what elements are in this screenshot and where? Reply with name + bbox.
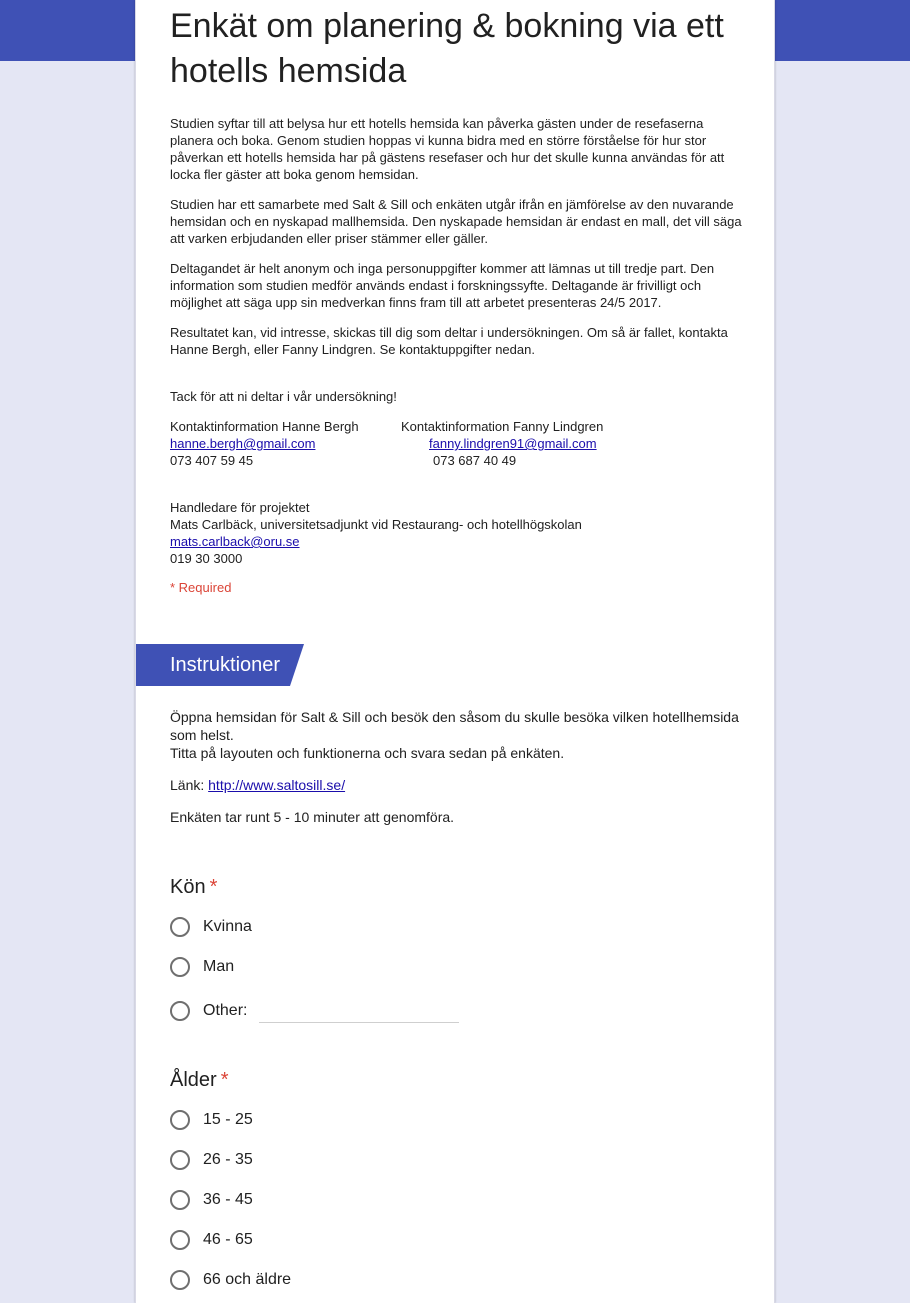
description-paragraph: Deltagandet är helt anonym och inga personuppgifter kommer att lämnas ut till tredje part. Den information som studien medför används endast i forskningssyfte. Deltagande är frivilligt och möjlighet att säga upp sin medverkan finns fram till att arbetet presenteras 24/5 2017.: [170, 261, 715, 310]
radio-option-other[interactable]: [170, 999, 459, 1023]
question-title: [170, 1068, 745, 1092]
question-title-text: Ålder: [170, 1069, 217, 1091]
section-title: Instruktioner: [170, 654, 281, 676]
required-note: * Required: [170, 580, 232, 595]
contact-heading: Kontaktinformation Hanne Bergh: [170, 419, 359, 434]
option-label: Other:: [203, 1002, 248, 1019]
radio-option-36-45[interactable]: [170, 1188, 253, 1212]
contact-info: [170, 418, 745, 469]
radio-button[interactable]: [170, 1150, 190, 1170]
radio-button[interactable]: [170, 1270, 190, 1290]
contact-heading: Kontaktinformation Fanny Lindgren: [401, 419, 604, 434]
supervisor-info: [170, 499, 745, 567]
section-description: [170, 708, 745, 840]
other-text-input[interactable]: [259, 1000, 459, 1023]
question-gender: [170, 875, 745, 1019]
question-title: [170, 875, 745, 899]
contact-hanne: [170, 418, 359, 469]
radio-option-kvinna[interactable]: [170, 915, 252, 939]
radio-option-46-65[interactable]: [170, 1228, 253, 1252]
instruction-line: Öppna hemsidan för Salt & Sill och besök den såsom du skulle besöka vilken hotellhemsida som helst.: [170, 709, 739, 743]
description-paragraph: Resultatet kan, vid intresse, skickas till dig som deltar i undersökningen. Om så är fallet, kontakta Hanne Bergh, eller Fanny Lindgren. Se kontaktuppgifter nedan.: [170, 325, 728, 357]
option-label: Man: [203, 958, 235, 975]
option-label: 26 - 35: [203, 1151, 253, 1168]
instruction-line: Titta på layouten och funktionerna och svara sedan på enkäten.: [170, 745, 565, 761]
website-link[interactable]: http://www.saltosill.se/: [208, 777, 346, 793]
radio-option-26-35[interactable]: [170, 1148, 253, 1172]
thanks-text: Tack för att ni deltar i vår undersökning!: [170, 389, 397, 404]
radio-button[interactable]: [170, 1230, 190, 1250]
form-description: [170, 115, 745, 596]
section-header: [136, 644, 304, 686]
option-label: 46 - 65: [203, 1231, 253, 1248]
supervisor-heading: Handledare för projektet: [170, 500, 310, 515]
duration-text: Enkäten tar runt 5 - 10 minuter att genomföra.: [170, 809, 455, 825]
email-link-supervisor[interactable]: mats.carlback@oru.se: [170, 534, 300, 549]
form-card: [135, 0, 775, 1303]
option-label: 15 - 25: [203, 1111, 253, 1128]
option-label: Kvinna: [203, 918, 252, 935]
radio-button[interactable]: [170, 1001, 190, 1021]
option-label: 36 - 45: [203, 1191, 253, 1208]
phone-number: 073 407 59 45: [170, 453, 254, 468]
phone-number: 073 687 40 49: [433, 453, 517, 468]
link-label: Länk:: [170, 777, 205, 793]
link-line: [170, 776, 745, 794]
question-age: [170, 1068, 745, 1288]
required-asterisk: *: [209, 876, 218, 898]
contact-fanny: [401, 418, 603, 469]
phone-number: 019 30 3000: [170, 551, 243, 566]
form-title: Enkät om planering & bokning via ett hotells hemsida: [170, 7, 724, 90]
option-label: 66 och äldre: [203, 1271, 292, 1288]
email-link-fanny[interactable]: fanny.lindgren91@gmail.com: [429, 436, 597, 451]
radio-option-15-25[interactable]: [170, 1108, 253, 1132]
radio-option-man[interactable]: [170, 955, 234, 979]
radio-button[interactable]: [170, 1110, 190, 1130]
radio-button[interactable]: [170, 917, 190, 937]
radio-option-66-plus[interactable]: [170, 1268, 291, 1292]
email-link-hanne[interactable]: hanne.bergh@gmail.com: [170, 436, 316, 451]
description-paragraph: Studien har ett samarbete med Salt & Sill och enkäten utgår ifrån en jämförelse av den nuvarande hemsidan och en nyskapad mallhemsida. Den nyskapade hemsidan är endast en mall, det vill säga att varken erbjudanden eller priser stämmer eller gäller.: [170, 197, 742, 246]
question-title-text: Kön: [170, 876, 206, 898]
radio-button[interactable]: [170, 1190, 190, 1210]
required-asterisk: *: [220, 1069, 229, 1091]
supervisor-name: Mats Carlbäck, universitetsadjunkt vid Restaurang- och hotellhögskolan: [170, 517, 582, 532]
description-paragraph: Studien syftar till att belysa hur ett hotells hemsida kan påverka gästen under de resefaserna planera och boka. Genom studien hoppas vi kunna bidra med en större förståelse för hur stor påverkan ett hotells hemsida har på gästens resefaser och hur det skulle kunna användas för att locka fler gäster att boka genom hemsidan.: [170, 116, 725, 182]
radio-button[interactable]: [170, 957, 190, 977]
